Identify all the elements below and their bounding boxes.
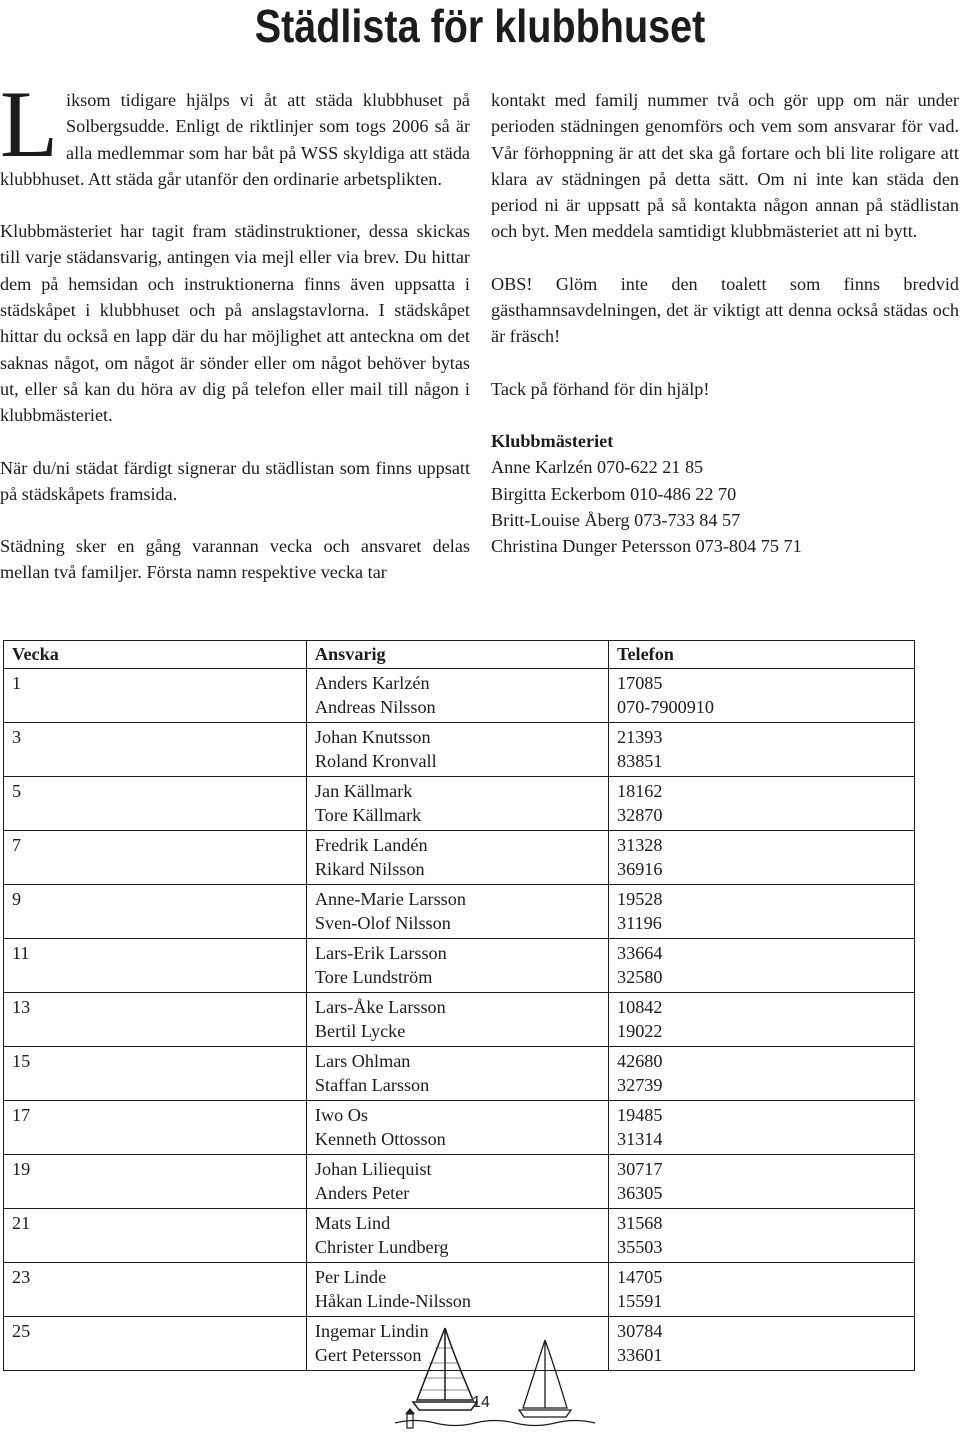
week-cell: 23 (4, 1262, 307, 1316)
phone-number: 42680 (617, 1050, 663, 1071)
phone-cell (609, 992, 915, 1046)
phone-number: 10842 (617, 996, 663, 1017)
table-row (4, 992, 915, 1046)
phone-number: 32739 (617, 1075, 663, 1095)
sailboats-lighthouse-icon (395, 1318, 595, 1433)
responsible-cell (306, 776, 608, 830)
responsible-name: Roland Kronvall (314, 751, 437, 771)
responsible-name: Christer Lundberg (314, 1237, 449, 1257)
week-cell: 11 (4, 938, 307, 992)
table-row (4, 1208, 915, 1262)
responsible-name: Andreas Nilsson (314, 697, 436, 717)
table-row (4, 1262, 915, 1316)
table-row (4, 830, 915, 884)
phone-cell (609, 668, 915, 722)
intro-paragraph-1-text: iksom tidigare hjälps vi åt att städa klubbhuset på Solbergsudde. Enligt de riktlinjer som togs 2006 så är alla medlemmar som har båt på WSS skyldiga att städa klubbhuset. Att städa går utanför den ordinarie arbetsplikten. (0, 90, 470, 189)
responsible-cell (306, 668, 608, 722)
responsible-cell (306, 1262, 608, 1316)
week-cell: 5 (4, 776, 307, 830)
phone-number: 32580 (617, 967, 663, 987)
responsible-name: Lars Ohlman (314, 1050, 411, 1071)
contact-line: Anne Karlzén 070-622 21 85 (491, 457, 704, 478)
responsible-name: Iwo Os (314, 1104, 368, 1125)
header-phone: Telefon (609, 641, 915, 669)
header-week: Vecka (4, 641, 307, 669)
week-cell: 25 (4, 1316, 307, 1370)
phone-number: 14705 (617, 1266, 663, 1287)
phone-number: 36916 (617, 859, 663, 879)
table-row (4, 884, 915, 938)
responsible-name: Staffan Larsson (314, 1075, 430, 1095)
week-cell: 19 (4, 1154, 307, 1208)
phone-number: 83851 (617, 751, 663, 771)
phone-cell (609, 884, 915, 938)
table-row (4, 1100, 915, 1154)
table-header-row (4, 641, 915, 669)
phone-cell (609, 1154, 915, 1208)
right-paragraph-1: kontakt med familj nummer två och gör upp om när under perioden städningen genomförs och vem som ansvarar för vad. Vår förhoppning är att det ska gå fortare och bli lite roligare att klara av städningen på detta sätt. Om ni inte kan städa den period ni är uppsatt på så kontakta någon annan på städlistan och byt. Men meddela samtidigt klubbmästeriet att ni bytt. (491, 90, 959, 242)
phone-number: 30784 (617, 1320, 663, 1341)
responsible-name: Bertil Lycke (314, 1021, 406, 1041)
responsible-name: Ingemar Lindin (314, 1320, 429, 1341)
phone-number: 31568 (617, 1212, 663, 1233)
table-row (4, 1046, 915, 1100)
phone-number: 33664 (617, 942, 663, 963)
phone-cell (609, 1046, 915, 1100)
phone-number: 32870 (617, 805, 663, 825)
phone-number: 33601 (617, 1345, 663, 1365)
responsible-cell (306, 830, 608, 884)
week-cell: 17 (4, 1100, 307, 1154)
responsible-name: Johan Liliequist (314, 1158, 432, 1179)
contact-line: Birgitta Eckerbom 010-486 22 70 (491, 483, 737, 504)
table-row (4, 938, 915, 992)
week-cell: 21 (4, 1208, 307, 1262)
phone-number: 36305 (617, 1183, 663, 1203)
thanks-paragraph: Tack på förhand för din hjälp! (491, 378, 710, 399)
contact-line: Christina Dunger Petersson 073-804 75 71 (491, 536, 802, 557)
phone-number: 17085 (617, 672, 663, 693)
phone-number: 070-7900910 (617, 697, 714, 717)
table-row (4, 668, 915, 722)
table-row (4, 1154, 915, 1208)
responsible-name: Tore Lundström (314, 967, 433, 987)
responsible-name: Mats Lind (314, 1212, 391, 1233)
responsible-name: Sven-Olof Nilsson (314, 913, 451, 933)
responsible-name: Rikard Nilsson (314, 859, 425, 879)
phone-number: 31328 (617, 834, 663, 855)
phone-cell (609, 938, 915, 992)
table-body (4, 668, 915, 1370)
table-row (4, 776, 915, 830)
week-cell: 7 (4, 830, 307, 884)
phone-number: 31196 (617, 913, 662, 933)
responsible-name: Anders Peter (314, 1183, 410, 1203)
phone-number: 15591 (617, 1291, 663, 1311)
phone-number: 35503 (617, 1237, 663, 1257)
phone-number: 18162 (617, 780, 663, 801)
intro-paragraph-3: När du/ni städat färdigt signerar du städlistan som finns uppsatt på städskåpets framsida. (0, 457, 470, 504)
right-column (491, 87, 959, 559)
intro-paragraph-4: Städning sker en gång varannan vecka och ansvaret delas mellan två familjer. Första namn respektive vecka tar (0, 536, 470, 583)
cleaning-schedule-table (3, 640, 915, 1371)
intro-paragraph-2: Klubbmästeriet har tagit fram städinstruktioner, dessa skickas till varje städansvarig, antingen via mejl eller via brev. Du hittar dem på hemsidan och instruktionerna finns även uppsatta i städskåpet i klubbhuset och på anslagstavlorna. I städskåpet hittar du också en lapp där du har möjlighet att anteckna om det saknas något, om något är sönder eller om något behöver bytas ut, eller så kan du höra av dig på telefon eller mail till någon i klubbmästeriet. (0, 221, 470, 426)
page-number: 14 (472, 1394, 490, 1411)
table-row (4, 722, 915, 776)
responsible-name: Per Linde (314, 1266, 387, 1287)
responsible-cell (306, 884, 608, 938)
responsible-name: Tore Källmark (314, 805, 422, 825)
responsible-name: Lars-Åke Larsson (314, 996, 446, 1017)
week-cell: 3 (4, 722, 307, 776)
responsible-name: Kenneth Ottosson (314, 1129, 446, 1149)
phone-cell (609, 1262, 915, 1316)
page-title: Städlista för klubbhuset (254, 0, 706, 52)
week-cell: 1 (4, 668, 307, 722)
responsible-cell (306, 938, 608, 992)
contacts-heading: Klubbmästeriet (491, 430, 614, 451)
week-cell: 13 (4, 992, 307, 1046)
phone-cell (609, 1208, 915, 1262)
responsible-name: Anne-Marie Larsson (314, 888, 466, 909)
responsible-name: Jan Källmark (314, 780, 413, 801)
phone-cell (609, 776, 915, 830)
intro-paragraph-1 (0, 71, 470, 192)
responsible-name: Fredrik Landén (314, 834, 428, 855)
responsible-cell (306, 1154, 608, 1208)
week-cell: 9 (4, 884, 307, 938)
responsible-cell (306, 722, 608, 776)
week-cell: 15 (4, 1046, 307, 1100)
responsible-cell (306, 1046, 608, 1100)
responsible-name: Håkan Linde-Nilsson (314, 1291, 471, 1311)
phone-cell (609, 1316, 915, 1370)
phone-cell (609, 722, 915, 776)
responsible-name: Gert Petersson (314, 1345, 422, 1365)
contact-line: Britt-Louise Åberg 073-733 84 57 (491, 509, 741, 530)
phone-cell (609, 830, 915, 884)
header-responsible: Ansvarig (306, 641, 608, 669)
phone-number: 19528 (617, 888, 663, 909)
intro-column (0, 71, 470, 586)
responsible-name: Anders Karlzén (314, 672, 430, 693)
phone-number: 30717 (617, 1158, 663, 1179)
phone-number: 19485 (617, 1104, 663, 1125)
drop-cap: L (0, 71, 59, 177)
phone-number: 31314 (617, 1129, 663, 1149)
phone-cell (609, 1100, 915, 1154)
responsible-name: Johan Knutsson (314, 726, 431, 747)
responsible-cell (306, 1208, 608, 1262)
obs-paragraph: OBS! Glöm inte den toalett som finns bredvid gästhamnsavdelningen, det är viktigt att denna också städas och är fräsch! (491, 273, 959, 347)
responsible-cell (306, 992, 608, 1046)
phone-number: 19022 (617, 1021, 663, 1041)
responsible-name: Lars-Erik Larsson (314, 942, 447, 963)
responsible-cell (306, 1100, 608, 1154)
phone-number: 21393 (617, 726, 663, 747)
